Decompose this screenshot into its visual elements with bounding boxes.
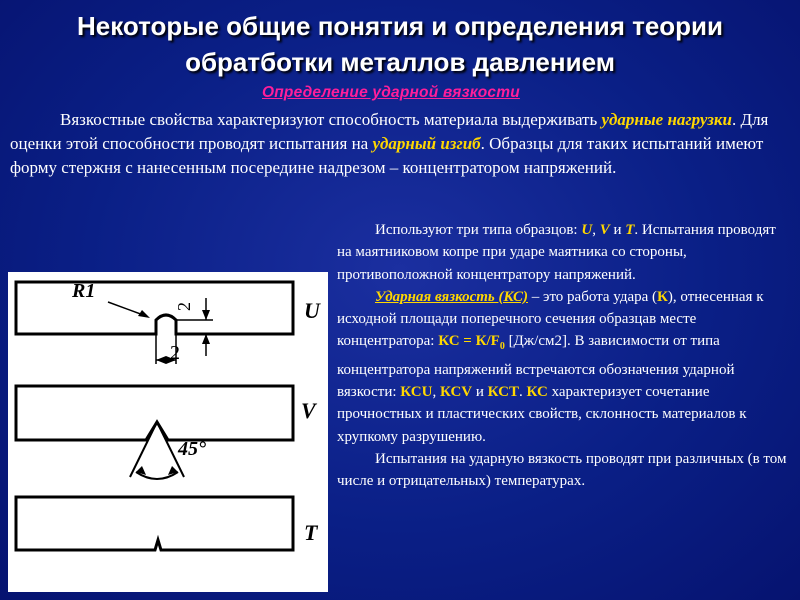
intro-paragraph xyxy=(10,108,790,180)
angle-label: 45° xyxy=(178,438,206,460)
kcv: КСV xyxy=(439,384,473,401)
u-specimen-bar xyxy=(16,282,293,334)
intro-term-impact-loads: ударные нагрузки xyxy=(601,110,732,129)
term-k: К xyxy=(657,288,668,305)
type-v: V xyxy=(599,222,610,238)
type-t: T xyxy=(625,222,635,238)
formula: КС = $К/F_0$ xyxy=(438,333,505,353)
specimen-diagram xyxy=(8,272,328,592)
v-label: V xyxy=(301,398,316,423)
description-text xyxy=(337,219,793,493)
term-impact-toughness: Ударная вязкость (КС) xyxy=(375,288,528,305)
kct: КСТ xyxy=(487,384,519,401)
intro-text-1: Вязкостные свойства характеризуют способность материала выдерживать xyxy=(60,110,602,129)
notch-depth-dimension: 2 xyxy=(174,302,194,311)
specimen-types-paragraph: Используют три типа образцов: U, V и T. Испытания проводят на маятниковом копре при ударе маятника со стороны, противоположной концентратору напряжений. xyxy=(337,222,776,283)
v-specimen-bar xyxy=(16,386,293,440)
notch-width-dimension: 2 xyxy=(170,342,180,364)
type-u: U xyxy=(581,222,593,238)
kc: КС xyxy=(526,384,548,401)
intro-text-3: . Образцы для таких испытаний имеют форму стержня с нанесенным посередине надрезом – концентратором напряжений. xyxy=(10,134,764,177)
impact-toughness-paragraph: Ударная вязкость (КС) – это работа удара (К), отнесенная к исходной площади поперечного сечения образцав месте концентратора: КС = $К/F_0$ [Дж/см2]. В зависимости от типа концентратора напряжений встречаются обозначения ударной вязкости: КСU, КСV и КСТ. КС характеризует сочетание прочностных и пластических свойств, склонность материалов к хрупкому разрушению. xyxy=(337,288,764,445)
slide-subtitle: Определение ударной вязкости xyxy=(262,84,520,101)
intro-term-impact-bending: ударный изгиб xyxy=(372,134,481,153)
t-label: T xyxy=(304,520,318,545)
slide-title: Некоторые общие понятия и определения теории обратботки металлов давлением xyxy=(76,11,724,77)
r1-label: R1 xyxy=(72,280,96,302)
t-specimen-bar xyxy=(16,497,293,550)
kcu: КСU xyxy=(400,384,433,401)
u-label: U xyxy=(304,298,320,323)
temperature-paragraph: Испытания на ударную вязкость проводят при различных (в том числе и отрицательных) температурах. xyxy=(337,450,787,490)
intro-text-2: . Для оценки этой способности проводят испытания на xyxy=(10,110,769,153)
specimen-drawing xyxy=(8,272,328,592)
